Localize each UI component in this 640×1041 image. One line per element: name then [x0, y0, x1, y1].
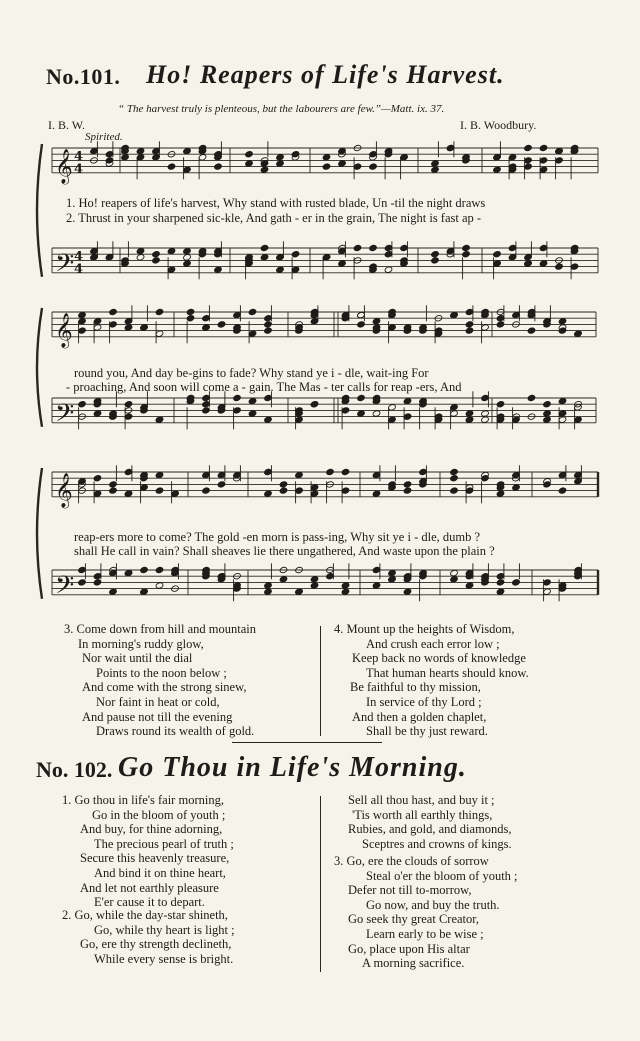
note-head — [217, 481, 226, 488]
note-head — [279, 481, 288, 488]
note-head — [353, 244, 362, 251]
verse-line: And bind it on thine heart, — [94, 865, 226, 880]
time-signature-top: 4 — [74, 249, 84, 265]
bass-clef: 𝄢 — [55, 570, 75, 606]
note-head — [496, 490, 505, 497]
verse-line: Points to the noon below ; — [96, 665, 227, 680]
hymn-101-composer: I. B. W. — [48, 118, 86, 132]
note-head — [481, 475, 490, 482]
note-head — [186, 315, 195, 322]
note-head — [155, 582, 164, 589]
note-head — [372, 582, 381, 589]
note-head — [264, 490, 273, 497]
note-head — [155, 487, 164, 494]
note-head — [338, 260, 347, 267]
time-signature-top: 4 — [74, 149, 84, 165]
tempo-marking: Spirited. — [85, 131, 123, 143]
note-head — [555, 147, 564, 154]
verse-line: In morning's ruddy glow, — [78, 636, 204, 651]
note-head — [462, 244, 471, 251]
note-head — [214, 266, 223, 273]
note-head — [403, 588, 412, 595]
verse-line: Go, ere thy strength declineth, — [80, 937, 232, 952]
note-head — [512, 484, 521, 491]
note-head — [465, 327, 474, 334]
note-head — [338, 147, 347, 154]
verse-line: In service of thy Lord ; — [366, 694, 482, 709]
note-head — [295, 471, 304, 478]
verse-line: Learn early to be wise ; — [366, 926, 484, 941]
verse-line: 4. Mount up the heights of Wisdom, — [334, 622, 515, 636]
hymn-102-verse-3 — [334, 854, 518, 971]
note-head — [248, 308, 257, 315]
note-head — [450, 475, 459, 482]
note-head — [121, 154, 130, 161]
hymn-102-number: No. 102. — [36, 757, 113, 782]
verse-line: Nor faint in heat or cold, — [96, 694, 220, 709]
hymn-101-verse-4 — [334, 622, 529, 739]
note-head — [152, 251, 161, 258]
note-head — [109, 481, 118, 488]
bass-clef: 𝄢 — [55, 248, 75, 284]
hymn-102-verse-2 — [62, 908, 235, 966]
note-head — [310, 582, 319, 589]
note-head — [341, 468, 350, 475]
lyric-system1-verse2: 2. Thrust in your sharpened sic-kle, And gath - er in the grain, The night is fast ap - — [66, 211, 482, 225]
verse-line: While every sense is bright. — [94, 951, 234, 966]
note-head — [264, 416, 273, 423]
note-head — [310, 576, 319, 583]
verse-line: And let not earthly pleasure — [80, 880, 219, 895]
verse-line: And crush each error low ; — [366, 636, 500, 651]
note-head — [167, 163, 176, 170]
note-head — [245, 151, 254, 158]
note-head — [276, 160, 285, 167]
note-head — [369, 163, 378, 170]
note-head — [493, 166, 502, 173]
note-head — [124, 490, 133, 497]
note-head — [388, 576, 397, 583]
note-head — [260, 254, 269, 261]
note-head — [276, 266, 285, 273]
lyric-system1-verse1: 1. Ho! reapers of life's harvest, Why stand with rusted blade, Un -til the night draws — [66, 196, 486, 210]
note-head — [357, 410, 366, 417]
note-head — [512, 579, 521, 586]
note-head — [245, 160, 254, 167]
note-head — [388, 569, 397, 576]
note-head — [431, 160, 440, 167]
note-head — [403, 397, 412, 404]
verse-line: And pause not till the evening — [82, 709, 233, 724]
verse-line: And buy, for thine adorning, — [80, 822, 223, 837]
note-head — [372, 410, 381, 417]
verse-line: 'Tis worth all earthly things, — [352, 807, 493, 822]
time-signature-bottom: 4 — [74, 261, 84, 277]
note-head — [341, 582, 350, 589]
note-head — [136, 254, 145, 261]
note-head — [279, 576, 288, 583]
verse-line: Go, while thy heart is light ; — [94, 922, 235, 937]
note-head — [202, 487, 211, 494]
note-head — [276, 154, 285, 161]
note-head — [260, 244, 269, 251]
hymn-102-verse-1-continued — [348, 793, 512, 851]
note-head — [357, 321, 366, 328]
note-head — [136, 147, 145, 154]
note-head — [78, 401, 87, 408]
note-head — [202, 407, 211, 414]
note-head — [183, 260, 192, 267]
note-head — [558, 397, 567, 404]
note-head — [372, 318, 381, 325]
column-divider — [320, 796, 321, 972]
note-head — [140, 588, 149, 595]
staff-brace — [37, 308, 42, 427]
note-head — [527, 327, 536, 334]
note-head — [481, 410, 490, 417]
note-head — [310, 401, 319, 408]
note-head — [496, 579, 505, 586]
lyric-system2-verse2: - proaching, And soon will come a - gain. The Mas - ter calls for reap -ers, And — [66, 380, 462, 394]
note-head — [431, 257, 440, 264]
verse-line: Secure this heavenly treasure, — [80, 851, 230, 866]
note-head — [124, 401, 133, 408]
note-head — [462, 251, 471, 258]
verse-line: And come with the strong sinew, — [82, 680, 247, 695]
verse-line: 3. Come down from hill and mountain — [64, 622, 256, 636]
section-divider — [232, 742, 382, 743]
staff-brace — [37, 468, 42, 599]
note-head — [338, 160, 347, 167]
hymn-101-title: Ho! Reapers of Life's Harvest. — [146, 60, 505, 89]
verse-line: Steal o'er the bloom of youth ; — [366, 868, 518, 883]
note-head — [214, 163, 223, 170]
note-head — [233, 394, 242, 401]
hymn-101-verse-3 — [64, 622, 256, 739]
lyric-system3-verse2: shall He call in vain? Shall sheaves lie there ungathered, And waste upon the plain ? — [74, 544, 495, 558]
note-head — [450, 468, 459, 475]
lyric-system2-verse1: round you, And day be-gins to fade? Why stand ye i - dle, wait-ing For — [74, 366, 429, 380]
note-head — [558, 318, 567, 325]
note-head — [555, 263, 564, 270]
verse-line: The precious pearl of truth ; — [94, 836, 234, 851]
note-head — [357, 394, 366, 401]
note-head — [524, 144, 533, 151]
note-head — [248, 410, 257, 417]
note-head — [431, 166, 440, 173]
note-head — [264, 588, 273, 595]
note-head — [93, 410, 102, 417]
time-signature-bottom: 4 — [74, 161, 84, 177]
treble-clef: 𝄞 — [55, 148, 73, 184]
note-head — [403, 481, 412, 488]
column-divider — [320, 626, 321, 736]
note-head — [217, 321, 226, 328]
note-head — [543, 416, 552, 423]
verse-line: And then a golden chaplet, — [352, 709, 487, 724]
verse-line: A morning sacrifice. — [362, 956, 465, 971]
hymn-101-epigraph: “ The harvest truly is plenteous, but the labourers are few.”—Matt. ix. 37. — [118, 103, 445, 115]
note-head — [78, 579, 87, 586]
note-head — [493, 251, 502, 258]
verse-line: 2. Go, while the day-star shineth, — [62, 908, 228, 922]
lyric-system3-verse1: reap-ers more to come? The gold -en morn is pass-ing, Why sit ye i - dle, dumb ? — [74, 530, 481, 544]
note-head — [279, 487, 288, 494]
note-head — [543, 401, 552, 408]
note-head — [465, 582, 474, 589]
hymn-101-author: I. B. Woodbury. — [460, 118, 537, 132]
note-head — [372, 490, 381, 497]
note-head — [481, 416, 490, 423]
verse-line: 1. Go thou in life's fair morning, — [62, 793, 224, 807]
verse-line: Draws round its wealth of gold. — [96, 724, 255, 739]
verse-line: E'er cause it to depart. — [94, 895, 205, 910]
verse-line: Go now, and buy the truth. — [366, 897, 500, 912]
note-head — [465, 410, 474, 417]
note-head — [465, 321, 474, 328]
treble-clef: 𝄞 — [55, 312, 73, 348]
note-head — [140, 566, 149, 573]
treble-clef: 𝄞 — [55, 472, 73, 508]
note-head — [384, 266, 393, 273]
note-head — [155, 566, 164, 573]
verse-line: Defer not till to-morrow, — [348, 883, 472, 898]
verse-line: Keep back no words of knowledge — [352, 651, 526, 666]
note-head — [431, 251, 440, 258]
note-head — [167, 247, 176, 254]
note-head — [496, 321, 505, 328]
verse-line: That human hearts should know. — [366, 665, 529, 680]
note-head — [93, 579, 102, 586]
note-head — [109, 308, 118, 315]
note-head — [260, 166, 269, 173]
note-head — [183, 147, 192, 154]
note-head — [403, 487, 412, 494]
hymn-102-verse-1 — [62, 793, 234, 910]
note-head — [202, 324, 211, 331]
note-head — [450, 569, 459, 576]
note-head — [326, 468, 335, 475]
note-head — [109, 487, 118, 494]
note-head — [450, 487, 459, 494]
note-head — [183, 254, 192, 261]
note-head — [496, 588, 505, 595]
note-head — [109, 588, 118, 595]
note-head — [93, 475, 102, 482]
note-head — [248, 397, 257, 404]
hymn-101-number: No.101. — [46, 64, 121, 89]
note-head — [543, 410, 552, 417]
note-head — [291, 251, 300, 258]
verse-line: Be faithful to thy mission, — [350, 680, 481, 695]
note-head — [136, 247, 145, 254]
note-head — [527, 394, 536, 401]
verse-line: Rubies, and gold, and diamonds, — [348, 822, 512, 837]
verse-line: Go, place upon His altar — [348, 941, 470, 956]
note-head — [322, 163, 331, 170]
hymn-102-title: Go Thou in Life's Morning. — [118, 752, 467, 783]
verse-line: Nor wait until the dial — [82, 651, 193, 666]
note-head — [264, 321, 273, 328]
verse-line: Go in the bloom of youth ; — [92, 807, 226, 822]
note-head — [152, 257, 161, 264]
note-head — [78, 311, 87, 318]
verse-line: Shall be thy just reward. — [366, 724, 488, 739]
note-head — [155, 471, 164, 478]
note-head — [183, 247, 192, 254]
note-head — [341, 588, 350, 595]
note-head — [450, 576, 459, 583]
verse-line: Sell all thou hast, and buy it ; — [348, 793, 495, 807]
note-head — [496, 401, 505, 408]
note-head — [264, 327, 273, 334]
note-head — [558, 487, 567, 494]
verse-line: Sceptres and crowns of kings. — [362, 836, 512, 851]
note-head — [155, 308, 164, 315]
note-head — [369, 244, 378, 251]
note-head — [539, 260, 548, 267]
note-head — [124, 569, 133, 576]
note-head — [295, 588, 304, 595]
staff-brace — [37, 144, 42, 277]
note-head — [186, 308, 195, 315]
verse-line: 3. Go, ere the clouds of sorrow — [334, 854, 489, 868]
bass-clef: 𝄢 — [55, 398, 75, 434]
note-head — [574, 330, 583, 337]
note-head — [539, 144, 548, 151]
note-head — [322, 154, 331, 161]
verse-line: Go seek thy great Creator, — [348, 912, 480, 927]
note-head — [264, 582, 273, 589]
note-head — [124, 324, 133, 331]
